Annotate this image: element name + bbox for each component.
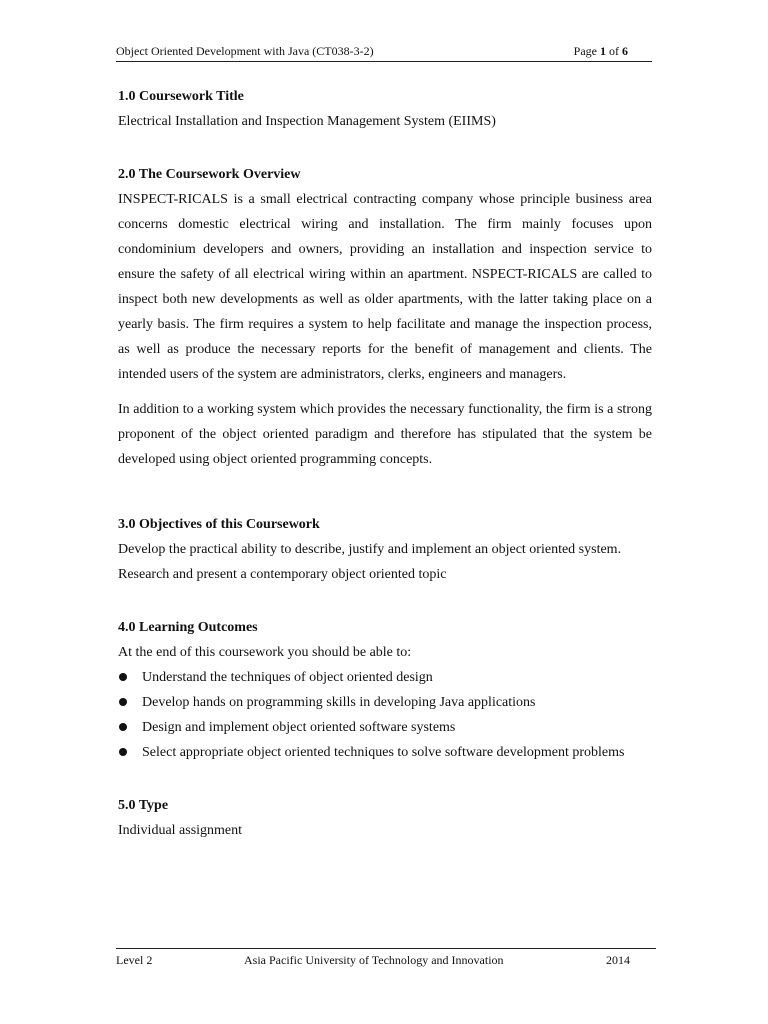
bullet-icon	[119, 748, 127, 756]
section-4-title: 4.0 Learning Outcomes	[118, 620, 258, 635]
section-1-text: Electrical Installation and Inspection Management System (EIIMS)	[118, 114, 496, 129]
section-3-line-1: Develop the practical ability to describe, justify and implement an object oriented system.	[118, 542, 622, 557]
bullet-icon	[119, 723, 127, 731]
section-3-line-2: Research and present a contemporary object oriented topic	[118, 567, 447, 582]
footer-level: Level 2	[116, 953, 153, 967]
footer-year: 2014	[606, 953, 630, 967]
footer-institution: Asia Pacific University of Technology and Innovation	[244, 953, 504, 967]
section-3-title: 3.0 Objectives of this Coursework	[118, 517, 320, 532]
header-divider	[116, 61, 652, 62]
document-body	[118, 84, 652, 843]
list-item: Design and implement object oriented software systems	[118, 715, 652, 740]
page-current: 1	[600, 44, 606, 58]
footer-divider	[116, 948, 656, 949]
learning-outcomes-list	[118, 665, 652, 765]
list-item: Select appropriate object oriented techniques to solve software development problems	[118, 740, 652, 765]
section-2-paragraph-1: INSPECT-RICALS is a small electrical contracting company whose principle business area concerns domestic electrical wiring and installation. The firm mainly focuses upon condominium developers and owners, providing an installation and inspection service to ensure the safety of all electrical wiring within an apartment. NSPECT-RICALS are called to inspect both new developments as well as older apartments, with the latter taking place on a yearly basis. The firm requires a system to help facilitate and manage the inspection process, as well as produce the necessary reports for the benefit of management and clients. The intended users of the system are administrators, clerks, engineers and managers.	[118, 192, 652, 382]
section-2-title: 2.0 The Coursework Overview	[118, 167, 301, 182]
bullet-icon	[119, 698, 127, 706]
section-2-paragraph-2: In addition to a working system which provides the necessary functionality, the firm is a strong proponent of the object oriented paradigm and therefore has stipulated that the system be developed using object oriented programming concepts.	[118, 402, 652, 467]
page-total: 6	[622, 44, 628, 58]
course-name: Object Oriented Development with Java (CT038-3-2)	[116, 44, 374, 58]
page-indicator	[574, 42, 628, 60]
bullet-icon	[119, 673, 127, 681]
page-word: Page	[573, 44, 597, 58]
section-4-intro: At the end of this coursework you should be able to:	[118, 645, 412, 660]
list-item: Develop hands on programming skills in developing Java applications	[118, 690, 652, 715]
page-of: of	[609, 44, 619, 58]
section-1-title: 1.0 Coursework Title	[118, 89, 244, 104]
section-5-title: 5.0 Type	[118, 798, 169, 813]
section-5-text: Individual assignment	[118, 823, 243, 838]
list-item: Understand the techniques of object oriented design	[118, 665, 652, 690]
